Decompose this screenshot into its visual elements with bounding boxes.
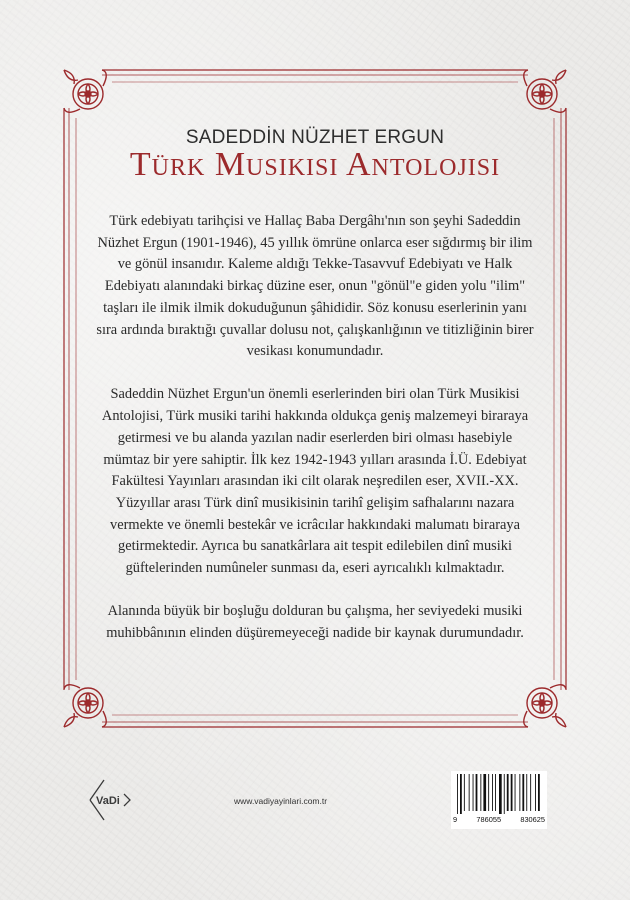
barcode-bar xyxy=(483,774,486,811)
publisher-website: www.vadiyayinlari.com.tr xyxy=(234,796,328,806)
barcode-group-1: 786055 xyxy=(476,815,502,824)
publisher-logo-text: VaDi xyxy=(96,795,120,807)
corner-rosette-icon xyxy=(524,70,566,112)
barcode-bar xyxy=(473,774,474,811)
publisher-logo-icon xyxy=(84,778,132,822)
barcode-bar xyxy=(535,774,536,811)
blurb-paragraph: Alanında büyük bir boşluğu dolduran bu çalışma, her seviyedeki musiki muhibbânının elinden düşüremeyeceği nadide bir kaynak durumundadır. xyxy=(106,603,524,641)
barcode-group-2: 830625 xyxy=(520,815,545,824)
corner-rosette-icon xyxy=(524,685,566,727)
barcode-bar xyxy=(469,774,470,811)
barcode-bar xyxy=(457,774,458,814)
barcode-bar xyxy=(499,774,502,814)
blurb-paragraph: Türk edebiyatı tarihçisi ve Hallaç Baba Dergâhı'nın son şeyhi Sadeddin Nüzhet Ergun (1901-1946), 45 yıllık ömrüne onlarca eser sığdırmış bir ilim ve gönül insanıdır. Kaleme aldığı Tekke-Tasavvuf Edebiyatı ve Halk Edebiyatı alanındaki birkaç düzine eser, onun "gönül"e giden yolu "ilim" taşları ile ilmik ilmik dokuduğunun şâhididir. Söz konusu eserlerinin yanı sıra ardında bıraktığı çuvallar dolusu not, çalışkanlığının ve titizliğinin birer vesikası konumundadır. xyxy=(96,213,534,360)
back-cover-blurb xyxy=(96,211,534,645)
barcode-bar xyxy=(492,774,493,811)
barcode-icon xyxy=(451,771,547,815)
corner-rosette-icon xyxy=(64,685,106,727)
blurb-paragraph: Sadeddin Nüzhet Ergun'un önemli eserlerinden biri olan Türk Musikisi Antolojisi, Türk musiki tarihi hakkında oldukça geniş malzemeyi biraraya getirmesi ve bu alanda yazılan nadir eserlerden biri olması hasebiyle mümtaz bir yere sahiptir. İlk kez 1942-1943 yılları arasında İ.Ü. Edebiyat Fakültesi Yayınları arasından iki cilt olarak neşredilen eser, XVII.-XX. Yüzyıllar arası Türk dinî musikisinin tarihî gelişim safhalarını nazara vermekte ve önemli bestekâr ve icrâcılar hakkındaki malumatı biraraya getirmektedir. Ayrıca bu sanatkârlara ait tespit edilebilen dinî musiki güftelerinden numûneler sunması da, eseri ayrıcalıklı kılmaktadır. xyxy=(101,386,529,577)
barcode-bar xyxy=(476,774,478,811)
barcode-bar xyxy=(464,774,465,811)
barcode-bar xyxy=(538,774,540,811)
barcode-bar xyxy=(519,774,520,811)
barcode-bar xyxy=(480,774,481,811)
barcode-lead-digit: 9 xyxy=(453,815,458,824)
author-name: SADEDDİN NÜZHET ERGUN xyxy=(185,127,445,148)
barcode-bar xyxy=(511,774,513,811)
barcode-bar xyxy=(526,774,527,811)
barcode-bar xyxy=(530,774,531,811)
barcode-bar xyxy=(515,774,516,811)
barcode-bar xyxy=(522,774,524,811)
barcode-bar xyxy=(460,774,462,814)
barcode-number xyxy=(451,815,547,824)
barcode-bar xyxy=(495,774,496,811)
book-title: Türk Musikisi Antolojisi xyxy=(129,146,501,183)
corner-rosette-icon xyxy=(64,70,106,112)
barcode-bar xyxy=(488,774,489,811)
barcode-bar xyxy=(507,774,509,811)
barcode-bar xyxy=(504,774,505,814)
